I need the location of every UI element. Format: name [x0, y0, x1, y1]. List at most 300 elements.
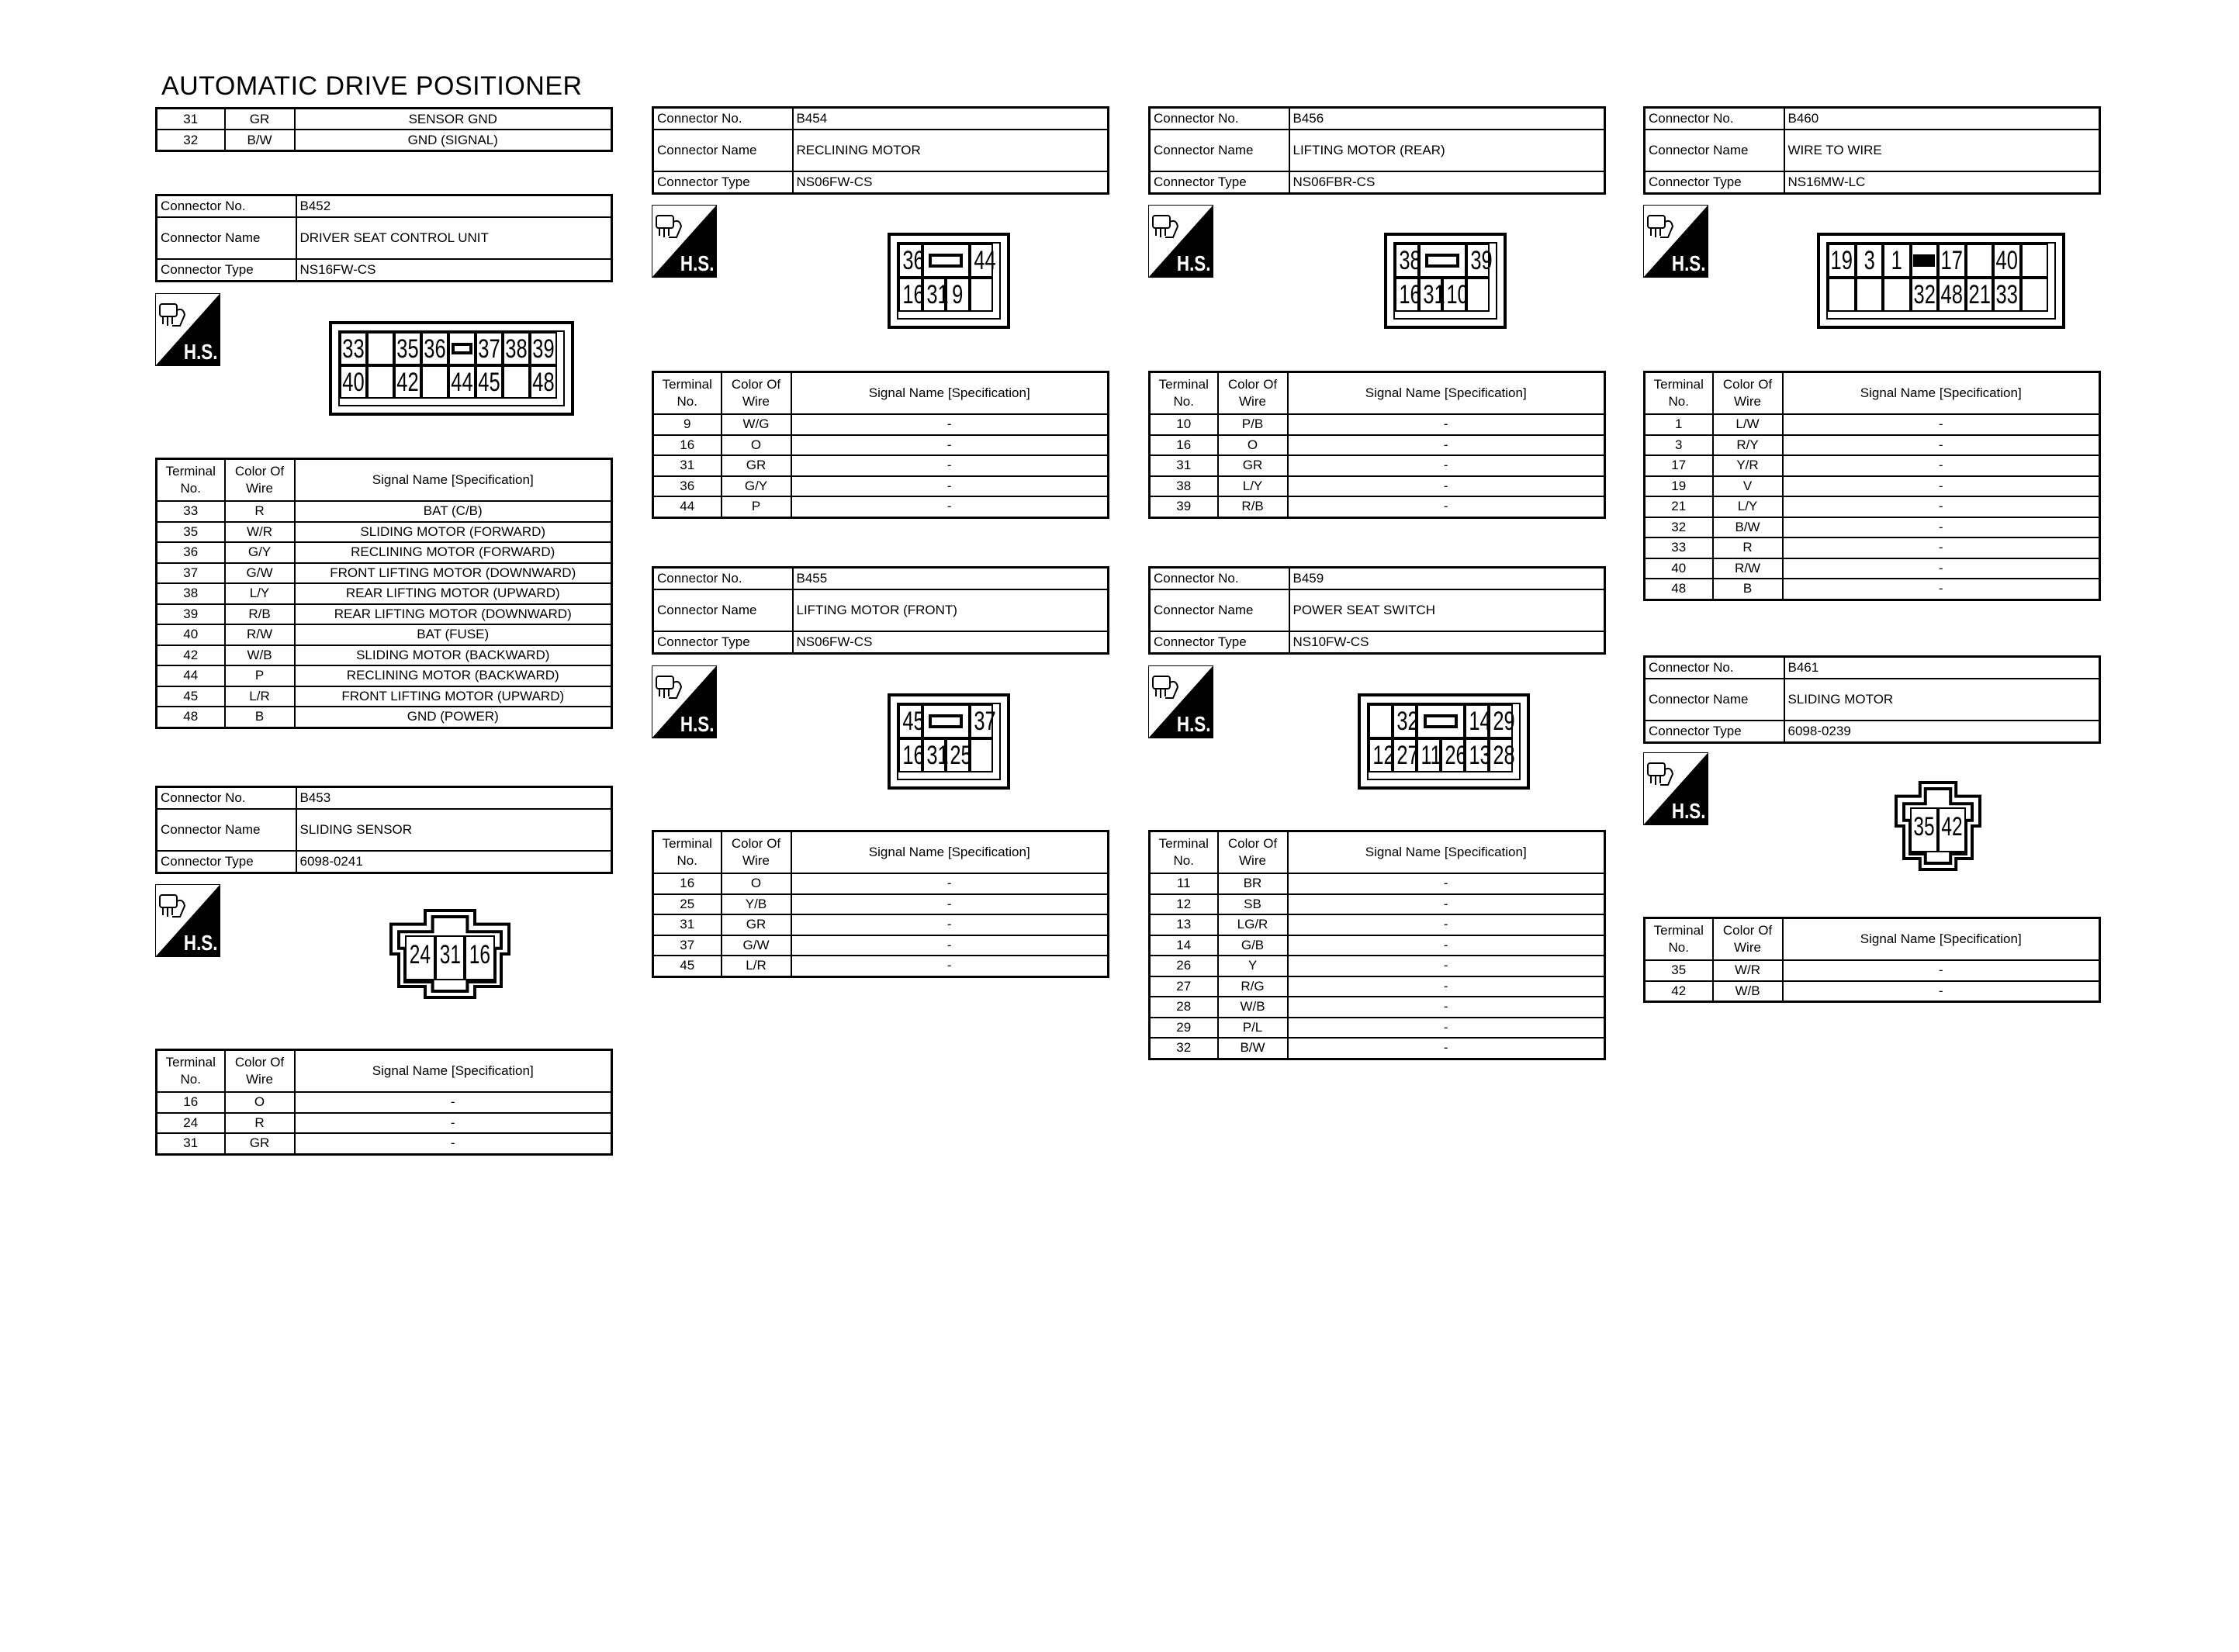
pin-label: 16: [1399, 280, 1421, 309]
cell-signal: BAT (FUSE): [295, 624, 612, 645]
pin-cavity: [1419, 278, 1443, 312]
info-row-name: [157, 217, 612, 259]
cell-signal: -: [1288, 455, 1605, 476]
pin-label: 31: [439, 940, 461, 969]
terminal-table-b460: [1643, 371, 2101, 601]
pin-cavity: [1966, 244, 1994, 278]
header-row: [157, 459, 612, 502]
pin-label: 37: [478, 334, 500, 364]
cell-color: B/W: [225, 130, 295, 151]
pin-cavity: [405, 935, 435, 980]
info-value-name: DRIVER SEAT CONTROL UNIT: [296, 217, 612, 259]
pin-cavity: [1856, 244, 1884, 278]
cell-terminal: 40: [1645, 558, 1713, 579]
pin-label: 48: [532, 367, 555, 397]
cell-signal: -: [1783, 476, 2100, 497]
cell-color: W/B: [1218, 997, 1288, 1018]
column-header: Signal Name [Specification]: [791, 372, 1109, 415]
info-row-type: [157, 851, 612, 873]
cell-color: G/Y: [225, 542, 295, 563]
cell-terminal: 16: [653, 873, 722, 894]
cell-color: R/B: [225, 604, 295, 625]
pin-label: 12: [1372, 741, 1395, 770]
terminal-table-b455: [652, 830, 1109, 978]
table-row: [157, 604, 612, 625]
key-slot: [1424, 714, 1458, 728]
info-row-name: [157, 809, 612, 851]
cell-signal: -: [1288, 894, 1605, 915]
cell-signal: -: [791, 894, 1109, 915]
pin-cavity: [970, 738, 994, 772]
pin-label: 39: [532, 334, 555, 364]
cell-color: G/W: [225, 563, 295, 584]
table-row: [157, 583, 612, 604]
table-row: [1645, 517, 2100, 538]
pin-cavity: [922, 278, 949, 312]
cell-color: P: [225, 665, 295, 686]
table-row: [1150, 914, 1605, 935]
table-row: [1150, 976, 1605, 997]
cell-color: L/Y: [1218, 476, 1288, 497]
pin-label: 35: [396, 334, 419, 364]
table-row: [1645, 981, 2100, 1002]
cell-terminal: 37: [157, 563, 225, 584]
cell-terminal: 45: [653, 956, 722, 976]
info-label: Connector Type: [1645, 721, 1784, 743]
table-row: [1645, 496, 2100, 517]
info-label: Connector No.: [653, 568, 793, 590]
cell-terminal: 14: [1150, 935, 1218, 956]
info-label: Connector No.: [1645, 108, 1784, 130]
pin-cavity: [922, 704, 970, 738]
info-label: Connector Name: [653, 130, 793, 171]
pin-label: 29: [1493, 707, 1515, 736]
cell-signal: RECLINING MOTOR (FORWARD): [295, 542, 612, 563]
cell-color: GR: [225, 109, 295, 130]
table-row: [1150, 455, 1605, 476]
column-header: Terminal No.: [157, 1050, 225, 1093]
cell-signal: -: [791, 956, 1109, 976]
header-row: [653, 372, 1109, 415]
table-row: [1150, 873, 1605, 894]
cell-signal: -: [791, 455, 1109, 476]
cell-color: B/W: [1218, 1038, 1288, 1059]
table-row: [1645, 435, 2100, 456]
info-row-no: [1645, 108, 2100, 130]
cell-color: W/B: [1713, 981, 1783, 1002]
pin-cavity: [898, 278, 925, 312]
cell-terminal: 48: [1645, 579, 1713, 600]
cell-color: G/B: [1218, 935, 1288, 956]
pin-label: 39: [1469, 246, 1493, 275]
cell-signal: -: [1288, 997, 1605, 1018]
table-row: [1645, 558, 2100, 579]
cell-color: L/R: [722, 956, 791, 976]
connector-face-b461: [1893, 779, 1983, 873]
pin-cavity: [1393, 738, 1417, 772]
terminal-table-b461: [1643, 917, 2101, 1003]
table-row: [157, 1113, 612, 1134]
cell-terminal: 13: [1150, 914, 1218, 935]
pin-cavity: [1393, 704, 1417, 738]
table-row: [157, 501, 612, 522]
cell-terminal: 33: [157, 501, 225, 522]
terminal-table-b453: [155, 1049, 613, 1156]
cell-signal: -: [1288, 914, 1605, 935]
column-header: Color Of Wire: [1713, 372, 1783, 415]
pin-cavity: [465, 935, 495, 980]
info-label: Connector Name: [653, 589, 793, 631]
hs-label: H.S.: [680, 251, 714, 275]
pin-cavity: [530, 365, 557, 399]
cell-terminal: 45: [157, 686, 225, 707]
cell-signal: -: [1288, 414, 1605, 435]
pin-cavity: [476, 365, 503, 399]
connector-face-b453: [388, 907, 512, 1001]
pin-cavity: [1966, 278, 1994, 312]
info-row-no: [1150, 568, 1605, 590]
info-value-type: NS16MW-LC: [1784, 171, 2100, 194]
cell-terminal: 25: [653, 894, 722, 915]
info-value-no: B456: [1289, 108, 1605, 130]
cell-color: Y/B: [722, 894, 791, 915]
column-header: Color Of Wire: [225, 1050, 295, 1093]
pin-cavity: [2021, 278, 2049, 312]
connector-info-b459: [1148, 566, 1606, 655]
info-row-type: [1150, 631, 1605, 654]
pin-label: 16: [469, 940, 491, 969]
cell-terminal: 39: [1150, 496, 1218, 517]
cell-terminal: 10: [1150, 414, 1218, 435]
pin-cavity: [2021, 244, 2049, 278]
cell-color: GR: [722, 914, 791, 935]
info-row-no: [157, 787, 612, 810]
pin-cavity: [1466, 278, 1490, 312]
pin-label: 31: [926, 280, 949, 309]
cell-terminal: 21: [1645, 496, 1713, 517]
cell-color: P/L: [1218, 1018, 1288, 1039]
info-label: Connector No.: [1150, 108, 1289, 130]
info-value-type: NS06FW-CS: [793, 631, 1109, 654]
pin-label: 27: [1396, 741, 1419, 770]
table-row: [653, 914, 1109, 935]
pin-cavity: [1395, 278, 1419, 312]
table-row: [653, 873, 1109, 894]
cell-signal: -: [1783, 537, 2100, 558]
cell-signal: -: [791, 414, 1109, 435]
info-value-type: 6098-0241: [296, 851, 612, 873]
column-header: Signal Name [Specification]: [791, 831, 1109, 874]
pin-label: 32: [1913, 280, 1936, 309]
pin-label: 48: [1940, 280, 1963, 309]
cell-terminal: 9: [653, 414, 722, 435]
harness-side-icon: [652, 205, 717, 278]
pin-cavity: [946, 738, 970, 772]
table-row: [157, 563, 612, 584]
cell-signal: SLIDING MOTOR (FORWARD): [295, 522, 612, 543]
cell-signal: FRONT LIFTING MOTOR (DOWNWARD): [295, 563, 612, 584]
info-value-name: LIFTING MOTOR (FRONT): [793, 589, 1109, 631]
pin-cavity: [340, 332, 367, 365]
cell-signal: FRONT LIFTING MOTOR (UPWARD): [295, 686, 612, 707]
info-value-type: NS06FBR-CS: [1289, 171, 1605, 194]
cell-signal: -: [791, 914, 1109, 935]
pin-cavity: [503, 365, 530, 399]
pin-cavity: [922, 738, 949, 772]
info-label: Connector Type: [653, 631, 793, 654]
cell-color: V: [1713, 476, 1783, 497]
pin-label: 38: [505, 334, 528, 364]
column-header: Color Of Wire: [1218, 372, 1288, 415]
pin-cavity: [421, 365, 448, 399]
cell-terminal: 17: [1645, 455, 1713, 476]
info-value-name: POWER SEAT SWITCH: [1289, 589, 1605, 631]
key-slot: [929, 254, 962, 268]
table-row: [157, 109, 612, 130]
info-value-no: B460: [1784, 108, 2100, 130]
cell-terminal: 26: [1150, 956, 1218, 976]
info-row-no: [653, 108, 1109, 130]
cell-color: O: [1218, 435, 1288, 456]
pin-cavity: [970, 278, 994, 312]
cell-color: O: [722, 435, 791, 456]
hs-label: H.S.: [183, 931, 217, 955]
pin-cavity: [394, 332, 421, 365]
cell-terminal: 36: [653, 476, 722, 497]
cell-signal: -: [791, 935, 1109, 956]
pin-label: 1: [1891, 246, 1902, 275]
column-header: Signal Name [Specification]: [1783, 918, 2100, 961]
pin-cavity: [1938, 807, 1966, 852]
connector-face-b456: [1384, 233, 1507, 329]
pin-cavity: [1938, 244, 1966, 278]
table-row: [1150, 476, 1605, 497]
table-row: [157, 665, 612, 686]
cell-color: G/Y: [722, 476, 791, 497]
cell-terminal: 48: [157, 707, 225, 728]
cell-terminal: 32: [1645, 517, 1713, 538]
table-row: [157, 707, 612, 728]
pin-cavity: [1489, 704, 1513, 738]
cell-signal: -: [1288, 476, 1605, 497]
pin-label: 45: [478, 367, 500, 397]
info-row-type: [157, 259, 612, 282]
connector-info-b455: [652, 566, 1109, 655]
cell-signal: GND (POWER): [295, 707, 612, 728]
cell-terminal: 37: [653, 935, 722, 956]
table-row: [653, 414, 1109, 435]
cell-signal: GND (SIGNAL): [295, 130, 612, 151]
cell-signal: -: [1288, 935, 1605, 956]
pin-cavity: [503, 332, 530, 365]
table-row: [653, 496, 1109, 517]
column-header: Signal Name [Specification]: [295, 459, 612, 502]
cell-terminal: 38: [157, 583, 225, 604]
table-row: [157, 1133, 612, 1154]
pin-label: 14: [1469, 707, 1491, 736]
cell-terminal: 19: [1645, 476, 1713, 497]
info-label: Connector No.: [1150, 568, 1289, 590]
cell-color: P: [722, 496, 791, 517]
connector-face-b454: [888, 233, 1010, 329]
cell-terminal: 29: [1150, 1018, 1218, 1039]
cell-color: W/B: [225, 645, 295, 666]
pin-label: 26: [1445, 741, 1467, 770]
pin-label: 11: [1421, 741, 1441, 770]
cell-terminal: 27: [1150, 976, 1218, 997]
header-row: [157, 1050, 612, 1093]
cell-color: Y: [1218, 956, 1288, 976]
info-row-no: [653, 568, 1109, 590]
cell-terminal: 36: [157, 542, 225, 563]
pin-label: 36: [902, 246, 925, 275]
info-value-type: 6098-0239: [1784, 721, 2100, 743]
pin-cavity: [970, 244, 994, 278]
table-row: [157, 1092, 612, 1113]
pin-cavity: [1369, 704, 1393, 738]
pin-cavity: [922, 244, 970, 278]
cell-terminal: 39: [157, 604, 225, 625]
info-value-type: NS06FW-CS: [793, 171, 1109, 194]
cell-terminal: 32: [157, 130, 225, 151]
cell-signal: -: [1288, 956, 1605, 976]
cell-terminal: 16: [653, 435, 722, 456]
pin-label: 25: [950, 741, 972, 770]
pin-label: 17: [1940, 246, 1963, 275]
connector-info-b461: [1643, 655, 2101, 744]
pin-label: 13: [1469, 741, 1491, 770]
key-slot: [1425, 254, 1459, 268]
harness-side-icon: [1643, 752, 1708, 825]
cell-terminal: 31: [653, 914, 722, 935]
pin-cavity: [1828, 278, 1856, 312]
cell-color: B/W: [1713, 517, 1783, 538]
column-header: Color Of Wire: [1218, 831, 1288, 874]
info-row-name: [653, 130, 1109, 171]
column-header: Terminal No.: [653, 831, 722, 874]
table-row: [1150, 997, 1605, 1018]
cell-signal: REAR LIFTING MOTOR (DOWNWARD): [295, 604, 612, 625]
pin-label: 42: [1941, 812, 1963, 842]
cell-terminal: 42: [1645, 981, 1713, 1002]
cell-signal: -: [1288, 435, 1605, 456]
pin-cavity: [1911, 244, 1939, 278]
column-header: Terminal No.: [653, 372, 722, 415]
pin-label: 10: [1446, 280, 1469, 309]
column-header: Signal Name [Specification]: [1288, 831, 1605, 874]
cell-color: R/Y: [1713, 435, 1783, 456]
cell-terminal: 12: [1150, 894, 1218, 915]
pin-label: 24: [409, 940, 431, 969]
column-header: Color Of Wire: [225, 459, 295, 502]
cell-color: L/W: [1713, 414, 1783, 435]
pin-cavity: [1489, 738, 1513, 772]
info-label: Connector No.: [1645, 657, 1784, 679]
pin-label: 9: [952, 280, 964, 309]
cell-color: W/R: [1713, 960, 1783, 981]
pin-label: 37: [973, 707, 996, 736]
cell-signal: -: [1783, 496, 2100, 517]
pin-cavity: [1419, 244, 1466, 278]
table-row: [1645, 455, 2100, 476]
header-row: [653, 831, 1109, 874]
cell-color: O: [225, 1092, 295, 1113]
table-row: [1150, 496, 1605, 517]
pin-cavity: [1466, 244, 1493, 278]
cell-color: L/R: [225, 686, 295, 707]
cell-signal: RECLINING MOTOR (BACKWARD): [295, 665, 612, 686]
pin-cavity: [1938, 278, 1966, 312]
table-row: [653, 956, 1109, 976]
cell-signal: -: [1288, 1038, 1605, 1059]
info-row-name: [653, 589, 1109, 631]
cell-terminal: 35: [1645, 960, 1713, 981]
cell-color: BR: [1218, 873, 1288, 894]
pin-cavity: [394, 365, 421, 399]
cell-color: R: [1713, 537, 1783, 558]
info-label: Connector Type: [1150, 171, 1289, 194]
pin-label: 33: [1995, 280, 2018, 309]
table-row: [1645, 579, 2100, 600]
column-header: Signal Name [Specification]: [1783, 372, 2100, 415]
info-label: Connector Type: [1645, 171, 1784, 194]
cell-signal: BAT (C/B): [295, 501, 612, 522]
pin-cavity: [1910, 807, 1938, 852]
table-row: [157, 130, 612, 151]
pin-label: 31: [926, 741, 949, 770]
column-header: Color Of Wire: [722, 372, 791, 415]
table-row: [1150, 935, 1605, 956]
cell-terminal: 38: [1150, 476, 1218, 497]
pin-label: 40: [342, 367, 365, 397]
info-label: Connector Name: [1645, 130, 1784, 171]
cell-signal: -: [295, 1133, 612, 1154]
cell-signal: -: [1288, 873, 1605, 894]
pin-cavity: [970, 704, 994, 738]
cell-signal: -: [295, 1092, 612, 1113]
cell-signal: -: [791, 496, 1109, 517]
continuation-table: [155, 107, 613, 152]
key-slot: [452, 343, 472, 355]
cell-color: B: [1713, 579, 1783, 600]
table-row: [157, 522, 612, 543]
cell-signal: -: [791, 476, 1109, 497]
info-value-no: B453: [296, 787, 612, 810]
table-row: [653, 455, 1109, 476]
info-value-name: LIFTING MOTOR (REAR): [1289, 130, 1605, 171]
cell-color: P/B: [1218, 414, 1288, 435]
cell-color: SB: [1218, 894, 1288, 915]
info-label: Connector Type: [653, 171, 793, 194]
hs-label: H.S.: [1176, 251, 1210, 275]
info-row-name: [1645, 679, 2100, 721]
info-label: Connector Name: [1150, 589, 1289, 631]
pin-label: 42: [396, 367, 419, 397]
cell-terminal: 24: [157, 1113, 225, 1134]
connector-face-b460: [1817, 233, 2065, 329]
pin-cavity: [476, 332, 503, 365]
harness-side-icon: [1643, 205, 1708, 278]
pin-cavity: [1883, 244, 1911, 278]
pin-label: 44: [973, 246, 996, 275]
info-value-name: WIRE TO WIRE: [1784, 130, 2100, 171]
terminal-table-b456: [1148, 371, 1606, 519]
cell-color: GR: [1218, 455, 1288, 476]
table-row: [653, 435, 1109, 456]
cell-terminal: 1: [1645, 414, 1713, 435]
pin-cavity: [1465, 704, 1489, 738]
pin-cavity: [1417, 704, 1465, 738]
